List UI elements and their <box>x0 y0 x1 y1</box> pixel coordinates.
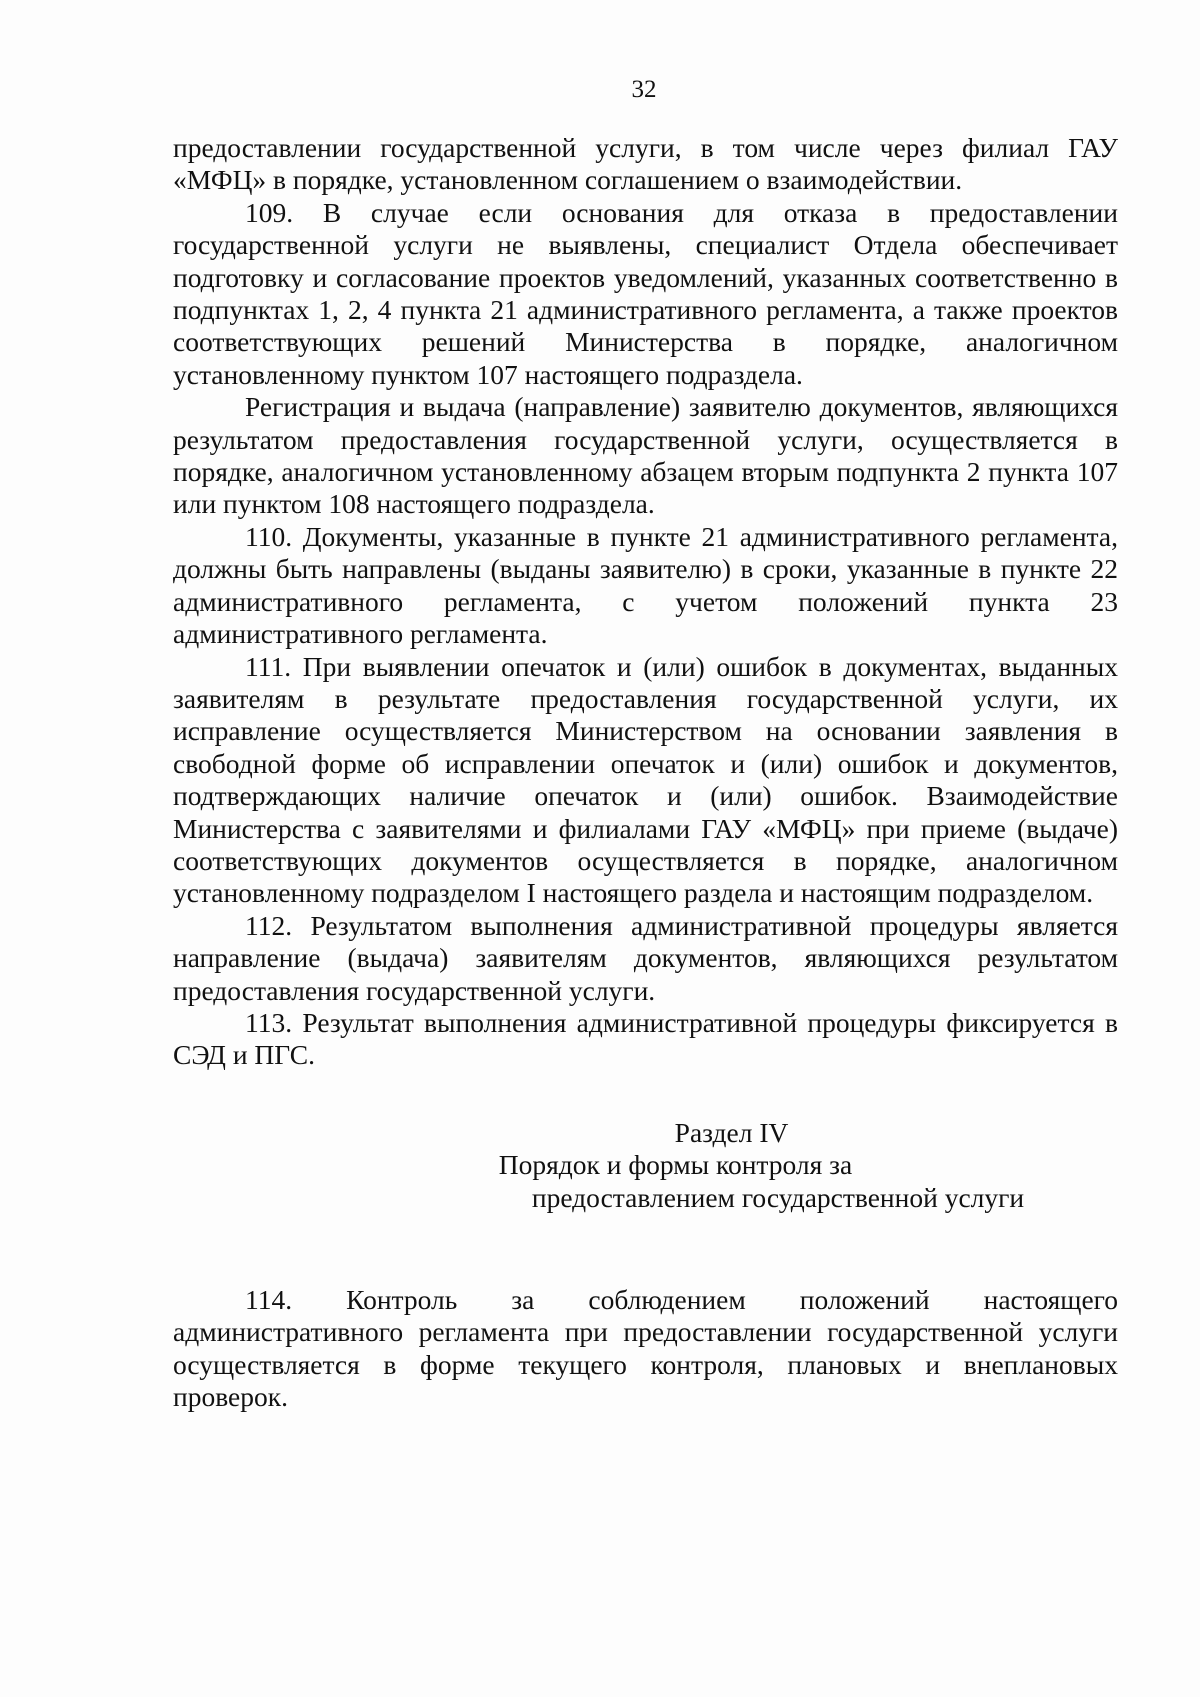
section-heading <box>173 1117 1118 1214</box>
paragraph-112: 112. Результатом выполнения административной процедуры является направление (выдача) заявителям документов, являющихся результатом предоставления государственной услуги. <box>173 909 1118 1006</box>
section-subtitle-line1: Порядок и формы контроля за <box>498 1149 853 1181</box>
paragraph-111: 111. При выявлении опечаток и (или) ошибок в документах, выданных заявителям в результате предоставления государственной услуги, их исправление осуществляется Министерством на основании заявления в свободной форме об исправлении опечаток и (или) ошибок и документов, подтверждающих наличие опечаток и (или) ошибок. Взаимодействие Министерства с заявителями и филиалами ГАУ «МФЦ» при приеме (выдаче) соответствующих документов осуществляется в порядке, аналогичном установленному подразделом I настоящего раздела и настоящим подразделом. <box>173 650 1118 909</box>
section-title: Раздел IV <box>674 1116 789 1148</box>
paragraph-registration: Регистрация и выдача (направление) заявителю документов, являющихся результатом предоставления государственной услуги, осуществляется в порядке, аналогичном установленному абзацем вторым подпункта 2 пункта 107 или пунктом 108 настоящего подраздела. <box>173 391 1118 520</box>
section-subtitle-line2: предоставлением государственной услуги <box>531 1181 1025 1213</box>
paragraph-109: 109. В случае если основания для отказа в предоставлении государственной услуги не выявлены, специалист Отдела обеспечивает подготовку и согласование проектов уведомлений, указанных соответственно в подпунктах 1, 2, 4 пункта 21 административного регламента, а также проектов соответствующих решений Министерства в порядке, аналогичном установленному пунктом 107 настоящего подраздела. <box>173 196 1118 390</box>
document-body <box>173 132 1118 1414</box>
paragraph-114: 114. Контроль за соблюдением положений настоящего административного регламента при предоставлении государственной услуги осуществляется в форме текущего контроля, плановых и внеплановых проверок. <box>173 1284 1118 1413</box>
page-number: 32 <box>631 76 657 103</box>
paragraph-continuation: предоставлении государственной услуги, в том числе через филиал ГАУ «МФЦ» в порядке, установленном соглашением о взаимодействии. <box>173 132 1118 196</box>
paragraph-113: 113. Результат выполнения административной процедуры фиксируется в СЭД и ПГС. <box>173 1006 1118 1071</box>
paragraph-110: 110. Документы, указанные в пункте 21 административного регламента, должны быть направлены (выданы заявителю) в сроки, указанные в пункте 22 административного регламента, с учетом положений пункта 23 административного регламента. <box>173 520 1118 650</box>
